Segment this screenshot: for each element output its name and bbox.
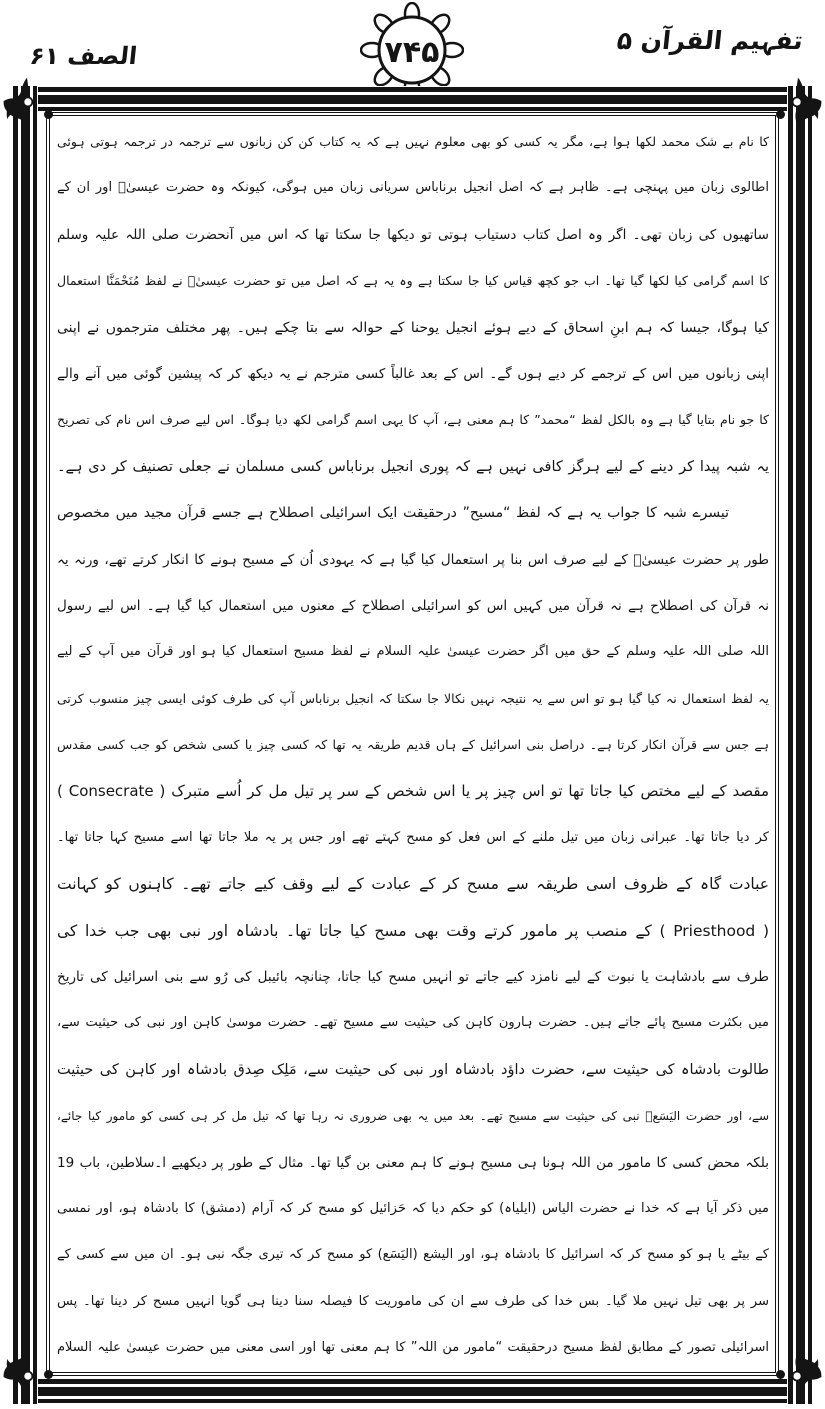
border-band-left [12, 86, 38, 1404]
book-title: تفہیم القرآن ۵ [615, 26, 805, 55]
border-band-bottom [12, 1378, 813, 1404]
frame-knot-icon [776, 110, 785, 119]
text-line: طالوت بادشاہ کی حیثیت سے، حضرت داؤد بادشاہ اور نبی کی حیثیت سے، مَلِک صِدق بادشاہ اور کاہن کی حیثیت [57, 1061, 769, 1078]
text-line: ہے جس سے قرآن انکار کرتا ہے۔ دراصل بنی اسرائیل کے ہاں قدیم طریقہ یہ تھا کہ کسی چیز یا کسی شخص کو جب کسی مقدس [57, 737, 769, 753]
border-band-top [12, 86, 813, 112]
text-line: ساتھیوں کی زبان تھی۔ اگر وہ اصل کتاب دستیاب ہوتی تو دیکھا جا سکتا تھا کہ اس میں آنحضرت صلی اللہ علیہ وسلم [57, 226, 769, 243]
corner-ornament-icon [771, 74, 825, 128]
text-line: اپنی زبانوں میں اس کے ترجمے کر دیے ہوں گے۔ اس کے بعد غالباً کسی مترجم نے یہ دیکھ کر کہ پیشین گوئی میں آنے والے [57, 365, 769, 382]
frame-knot-icon [44, 110, 53, 119]
text-line: کے بیٹے یا ہو کو مسح کر کہ اسرائیل کا بادشاہ ہو، اور الیشع (الیَسَع) کو مسح کر کہ تیری جگہ نبی ہو۔ ان میں سے کسی کے [57, 1247, 769, 1263]
text-line: سے، اور حضرت الیَسَعؑ نبی کی حیثیت سے مسیح تھے۔ بعد میں یہ بھی ضروری نہ رہا تھا کہ تیل مل کر ہی کسی کو مامور کیا جائے، [57, 1109, 769, 1124]
text-line: کا جو نام بتایا گیا ہے وہ بالکل لفظ “محمد” کا ہم معنی ہے، آپ کا یہی اسم گرامی لکھ دیا ہوگا۔ اس لیے صرف اس نام کی تصریح [57, 412, 769, 428]
surah-title: الصف ۶۱ [28, 42, 139, 70]
text-line: طرف سے بادشاہت یا نبوت کے لیے نامزد کیے جاتے تو انہیں مسح کیا جاتا، چنانچہ بائیبل کی رُو سے بنی اسرائیل کی تاریخ [57, 969, 769, 986]
text-line: کر دیا جاتا تھا۔ عبرانی زبان میں تیل ملنے کے اس فعل کو مسح کہتے تھے اور جس پر یہ ملا جاتا تھا اسے مسیح کہا جاتا تھا۔ [57, 829, 769, 845]
text-line: اطالوی زبان میں پہنچی ہے۔ ظاہر ہے کہ اصل انجیل برناباس سریانی زبان میں ہوگی، کیونکہ وہ حضرت عیسیٰؑ اور ان کے [57, 180, 769, 196]
body-text [57, 119, 769, 1373]
text-line-paragraph-start: تیسرے شبہ کا جواب یہ ہے کہ لفظ “مسیح” درحقیقت ایک اسرائیلی اصطلاح ہے جسے قرآن مجید میں مخصوص [57, 505, 729, 522]
text-line: بلکہ محض کسی کا مامور من اللہ ہونا ہی مسیح ہونے کا ہم معنی بن گیا تھا۔ مثال کے طور پر دیکھیے ا۔سلاطین، باب 19 [57, 1154, 769, 1171]
text-line: مقصد کے لیے مختص کیا جاتا تھا تو اس چیز پر یا اس شخص کے سر پر تیل مل کر اُسے متبرک ( Consecrate ) [57, 782, 769, 801]
frame-knot-icon [776, 1370, 785, 1379]
text-line: عبادت گاہ کے ظروف اسی طریقہ سے مسح کر کے عبادت کے لیے وقف کیے جاتے تھے۔ کاہنوں کو کہانت [57, 875, 769, 894]
text-line: میں ذکر آیا ہے کہ خدا نے حضرت الیاس (ایلیاہ) کو حکم دیا کہ حَزائیل کو مسح کر کہ آرام (دمشق) کا بادشاہ ہو، اور نمسی [57, 1200, 769, 1216]
page-number: ۷۴۵ [384, 35, 440, 70]
text-line: کا نام بے شک محمد لکھا ہوا ہے، مگر یہ کسی کو بھی معلوم نہیں ہے کہ یہ کتاب کن کن زبانوں سے ترجمہ در ترجمہ ہوتی ہوئی [57, 134, 769, 149]
border-band-right [787, 86, 813, 1404]
text-line: یہ لفظ استعمال نہ کیا گیا ہو تو اس سے یہ نتیجہ نہیں نکالا جا سکتا کہ انجیل برناباس آپ کی طرف کوئی ایسی چیز منسوب کرتی [57, 690, 769, 706]
text-line: نہ قرآن کی اصطلاح ہے نہ قرآن میں کہیں اس کو اسرائیلی اصطلاح کے معنوں میں استعمال کیا گیا ہے۔ اس لیے رسول [57, 597, 769, 614]
text-line: یہ شبہ پیدا کر دینے کے لیے ہرگز کافی نہیں ہے کہ پوری انجیل برناباس کسی مسلمان نے جعلی تصنیف کر دی ہے۔ [57, 458, 769, 475]
text-line: اسرائیلی تصور کے مطابق لفظ مسیح درحقیقت “مامور من اللہ” کا ہم معنی تھا اور اسی معنی میں حضرت عیسیٰ علیہ السلام [57, 1340, 769, 1356]
text-line: ( Priesthood ) کے منصب پر مامور کرتے وقت بھی مسح کیا جاتا تھا۔ بادشاہ اور نبی بھی جب خدا کی [57, 921, 769, 940]
text-line: کا اسم گرامی کیا لکھا گیا تھا۔ اب جو کچھ قیاس کیا جا سکتا ہے وہ یہ ہے کہ اصل میں تو حضرت عیسیٰؑ نے لفظ مُنَحْمَنَّا استعمال [57, 273, 769, 289]
frame-knot-icon [44, 1370, 53, 1379]
text-line: کیا ہوگا، جیسا کہ ہم ابنِ اسحاق کے دیے ہوئے انجیل یوحنا کے حوالہ سے بتا چکے ہیں۔ پھر مختلف مترجموں نے اپنی [57, 319, 769, 336]
text-line: میں بکثرت مسیح پائے جاتے ہیں۔ حضرت ہارون کاہن کی حیثیت سے مسیح تھے۔ حضرت موسیٰ کاہن اور نبی کی حیثیت سے، [57, 1015, 769, 1031]
text-line: طور پر حضرت عیسیٰؑ کے لیے صرف اس بنا پر استعمال کیا گیا ہے کہ یہودی اُن کے مسیح ہونے کا انکار کرتے تھے، ورنہ یہ [57, 551, 769, 568]
text-line: اللہ صلی اللہ علیہ وسلم کے حق میں اگر حضرت عیسیٰ علیہ السلام نے لفظ مسیح استعمال کیا ہو اور قرآن میں آپ کے لیے [57, 644, 769, 660]
text-line: سر پر بھی تیل نہیں ملا گیا۔ بس خدا کی طرف سے ان کی ماموریت کا فیصلہ سنا دینا ہی گویا انہیں مسح کر دینا تھا۔ پس [57, 1293, 769, 1309]
